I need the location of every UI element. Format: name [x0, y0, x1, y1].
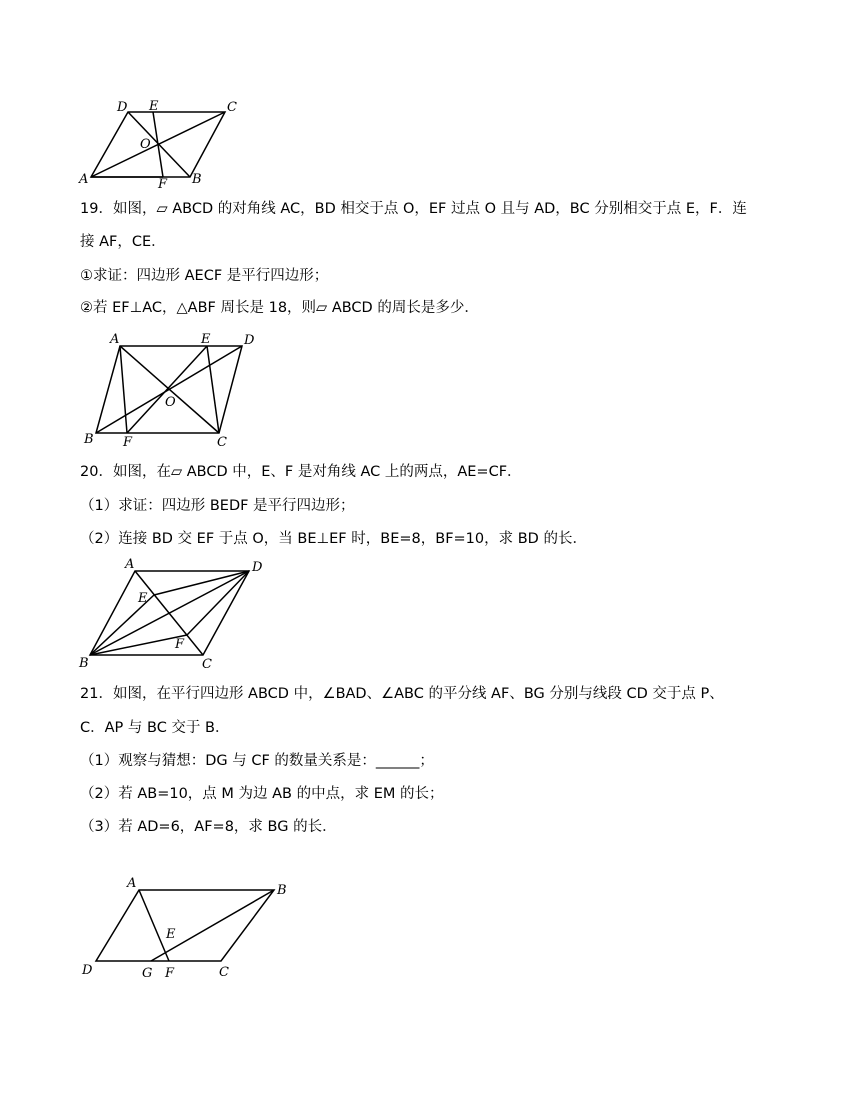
q19-line3: ①求证：四边形 AECF 是平行四边形； — [80, 268, 329, 284]
diagonal-bd — [96, 346, 242, 433]
figure-parallelogram-angle-bisectors — [75, 870, 305, 985]
label-a: A — [127, 876, 137, 891]
segment-ed — [154, 571, 249, 595]
label-g: G — [142, 966, 153, 981]
label-d: D — [82, 963, 93, 978]
label-c: C — [217, 435, 227, 450]
q19-line1: 19．如图，▱ ABCD 的对角线 AC，BD 相交于点 O，EF 过点 O 且与 AD，BC 分别相交于点 E，F．连 — [80, 201, 747, 217]
label-o: O — [140, 137, 151, 152]
q20-line2: （1）求证：四边形 BEDF 是平行四边形； — [80, 498, 355, 514]
segment-bf — [90, 635, 187, 655]
label-c: C — [219, 965, 229, 980]
q21-line5: （3）若 AD=6，AF=8，求 BG 的长． — [80, 819, 337, 835]
label-e: E — [166, 927, 176, 942]
segment-af — [120, 346, 127, 433]
label-f: F — [158, 177, 168, 192]
label-f: F — [165, 966, 175, 981]
q21-line4: （2）若 AB=10，点 M 为边 AB 的中点，求 EM 的长； — [80, 786, 444, 802]
label-c: C — [227, 100, 237, 115]
figure-parallelogram-bedf — [75, 555, 275, 670]
label-a: A — [110, 332, 120, 347]
label-a: A — [125, 557, 135, 572]
q19-line4: ②若 EF⊥AC，△ABF 周长是 18，则▱ ABCD 的周长是多少． — [80, 300, 479, 316]
q20-line1: 20．如图，在▱ ABCD 中，E、F 是对角线 AC 上的两点，AE=CF． — [80, 464, 522, 480]
label-e: E — [201, 332, 211, 347]
figure-parallelogram-q19 — [75, 328, 265, 448]
label-f: F — [123, 435, 133, 450]
label-o: O — [165, 395, 176, 410]
segment-ec — [207, 346, 219, 433]
figure-parallelogram-aecf — [70, 95, 250, 190]
label-c: C — [202, 657, 212, 672]
label-f: F — [175, 637, 185, 652]
label-b: B — [192, 172, 202, 187]
q21-line3: （1）观察与猜想：DG 与 CF 的数量关系是：______； — [80, 753, 434, 769]
q21-line1: 21．如图，在平行四边形 ABCD 中，∠BAD、∠ABC 的平分线 AF、BG 分别与线段 CD 交于点 P、 — [80, 686, 724, 702]
q20-line3: （2）连接 BD 交 EF 于点 O，当 BE⊥EF 时，BE=8，BF=10，求 BD 的长． — [80, 531, 587, 547]
label-d: D — [117, 100, 128, 115]
label-a: A — [79, 172, 89, 187]
q19-line2: 接 AF，CE． — [80, 234, 166, 250]
diagonal-bd — [128, 112, 190, 177]
label-d: D — [244, 333, 255, 348]
label-e: E — [138, 591, 148, 606]
segment-ef — [127, 346, 207, 433]
segment-ef — [153, 112, 163, 177]
label-b: B — [79, 656, 89, 671]
label-e: E — [149, 99, 159, 114]
q21-line2: C．AP 与 BC 交于 B． — [80, 720, 230, 736]
bisector-af — [139, 890, 169, 961]
bisector-bg — [151, 890, 274, 961]
segment-fd — [187, 571, 249, 635]
label-b: B — [277, 883, 287, 898]
label-d: D — [252, 560, 263, 575]
label-b: B — [84, 432, 94, 447]
parallelogram-abcd — [96, 890, 274, 961]
